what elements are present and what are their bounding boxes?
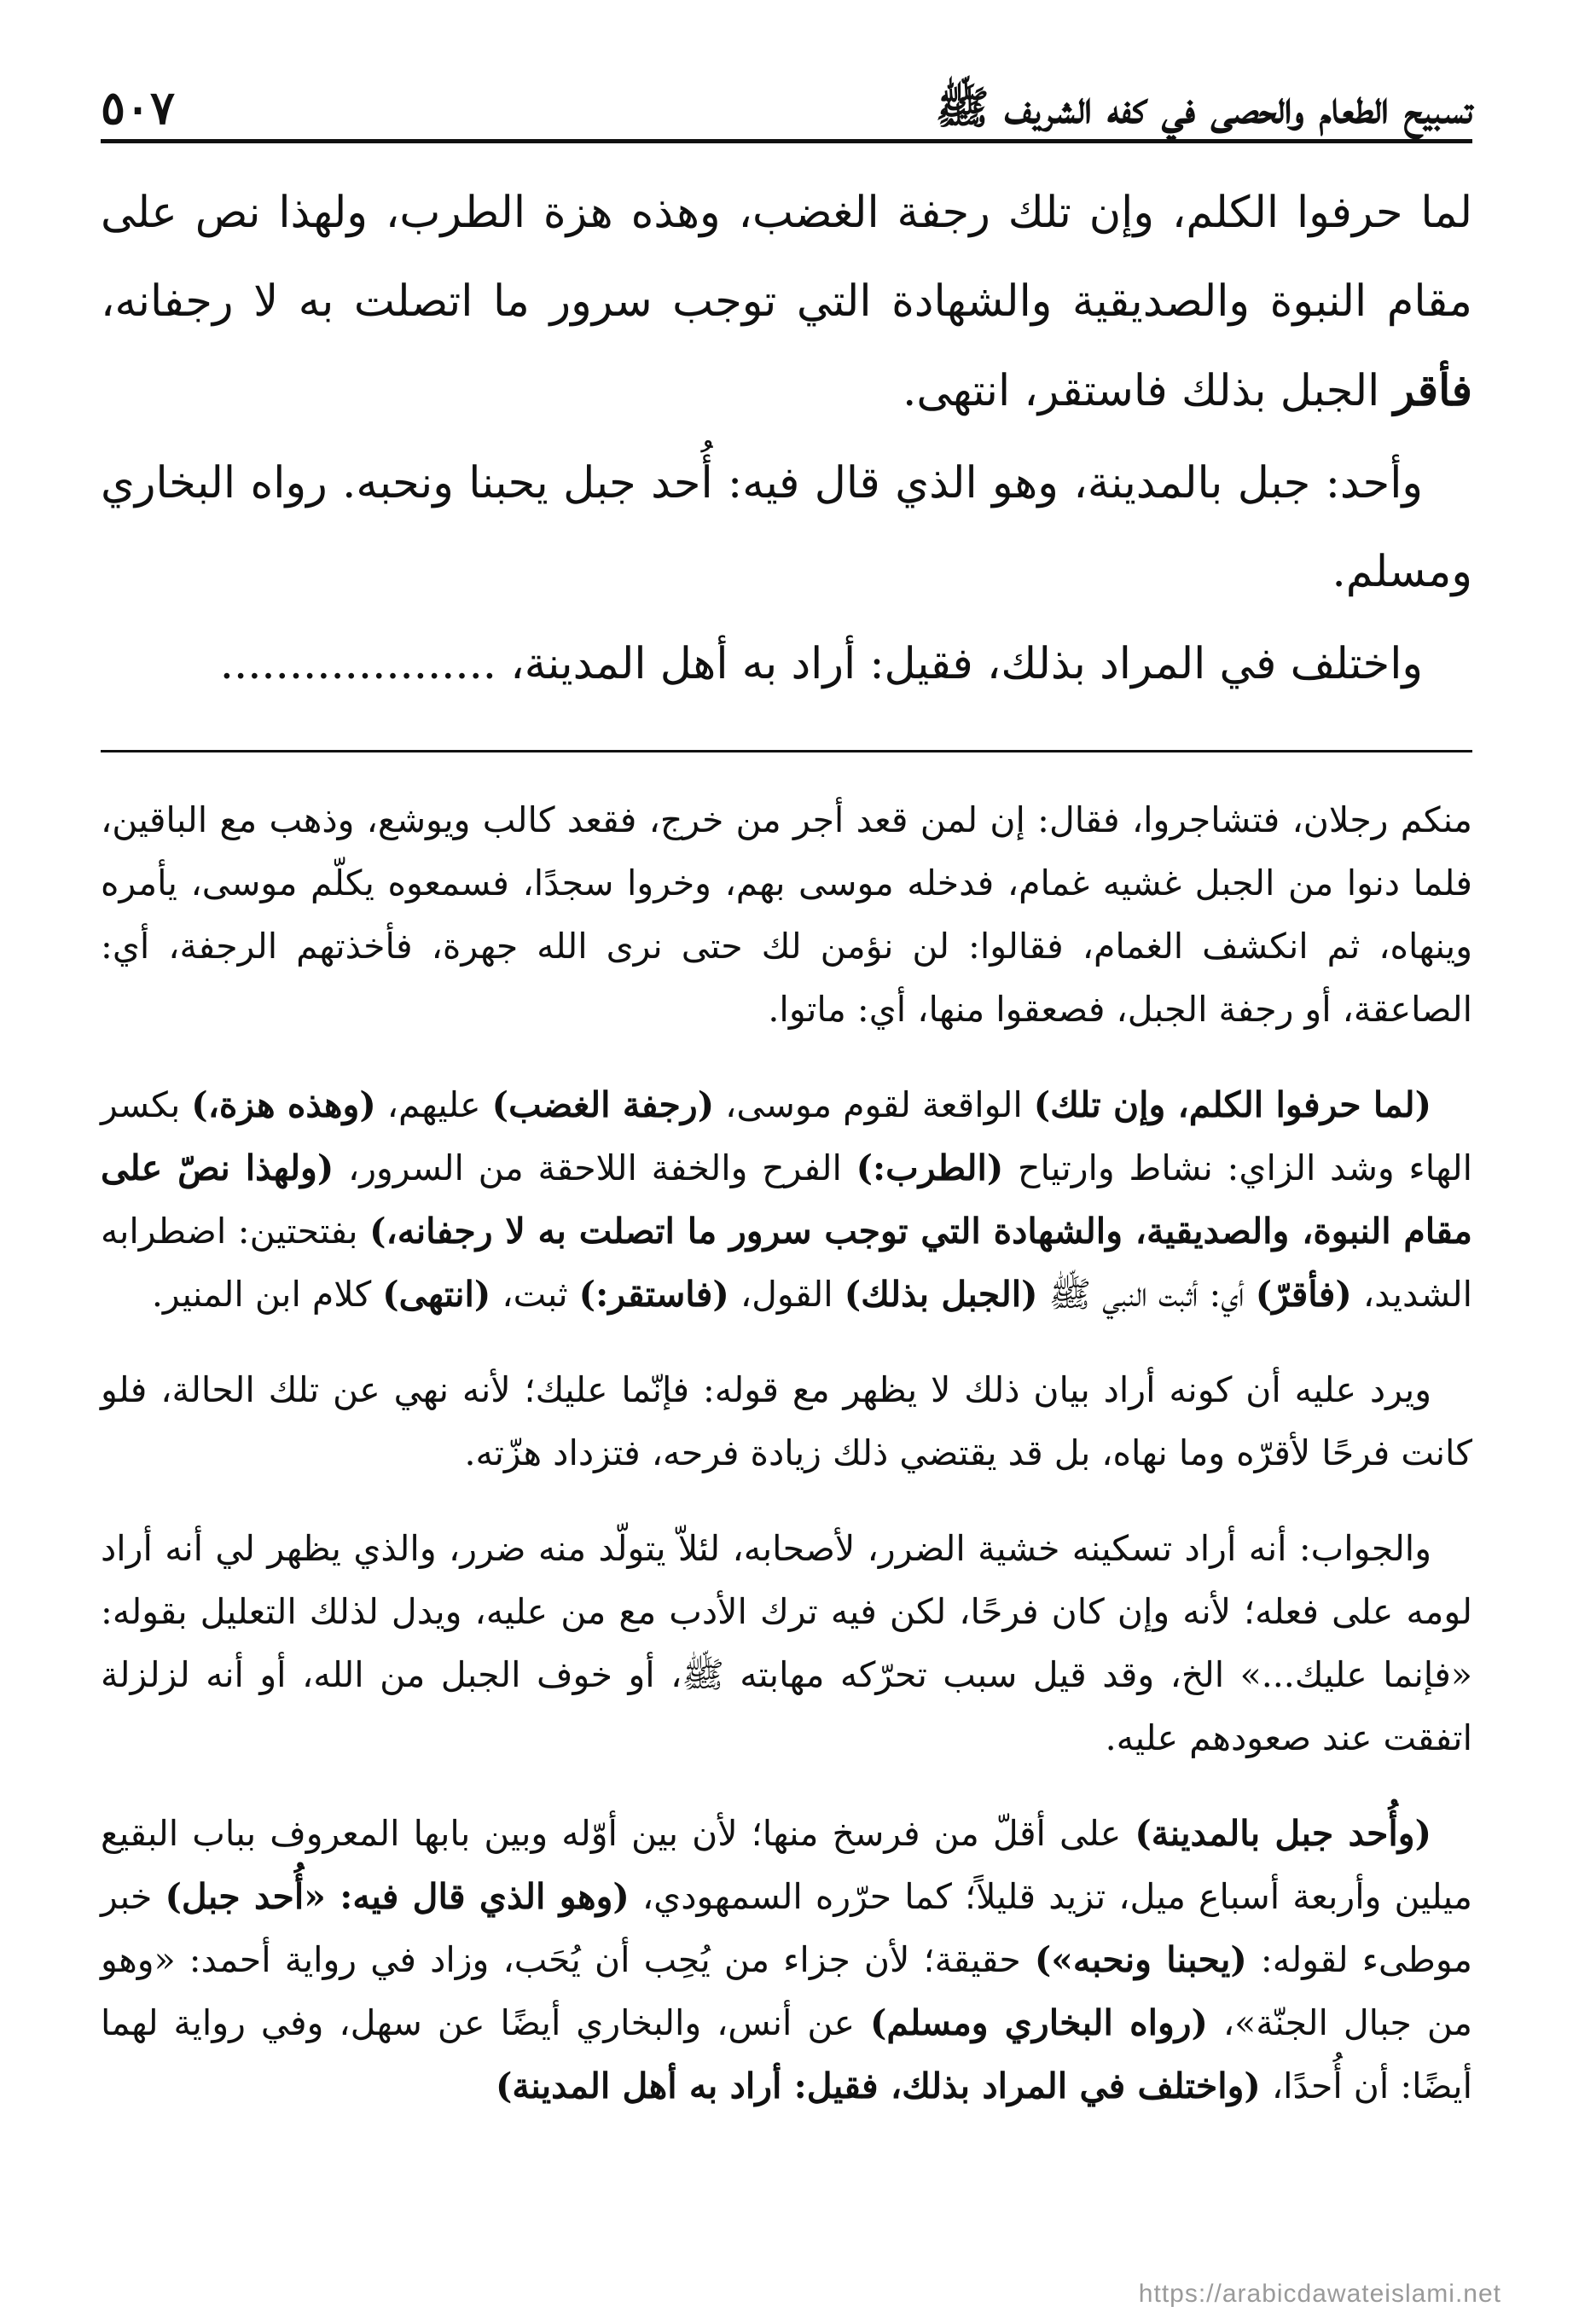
- text-run: الفرح والخفة اللاحقة من السرور،: [334, 1147, 856, 1188]
- text-run: القول،: [728, 1274, 845, 1315]
- page-header: [101, 60, 1472, 143]
- text-run: عليهم،: [375, 1084, 492, 1125]
- text-run-bold: (انتهى): [382, 1274, 491, 1315]
- text-run-bold: (وأُحد جبل بالمدينة): [1135, 1813, 1431, 1854]
- text-run-bold: (وهو الذي قال فيه: «أُحد جبل): [165, 1876, 630, 1917]
- main-paragraph: [101, 620, 1472, 709]
- text-run-bold: (رواه البخاري ومسلم): [870, 2002, 1208, 2043]
- text-run: بفتحتين: اضطرابه الشديد،: [101, 1211, 1472, 1315]
- text-run: بكسر الهاء وشد الزاي: نشاط وارتياح: [101, 1084, 1472, 1188]
- watermark-url: https://arabicdawateislami.net: [1138, 2280, 1501, 2308]
- text-run-bold: فأقر: [1393, 365, 1472, 416]
- footnote-separator: [101, 750, 1472, 752]
- text-run: واختلف في المراد بذلك، فقيل: أراد به أهل المدينة،: [510, 639, 1423, 689]
- text-run-bold: (الطرب:): [856, 1147, 1004, 1188]
- text-run: حقيقة؛ لأن جزاء من يُحِب أن يُحَب، وزاد في رواية أحمد: «وهو من جبال الجنّة»،: [101, 1939, 1472, 2043]
- continuation-dots: ....................: [219, 639, 497, 689]
- text-run-bold: (فاستقر:): [578, 1274, 729, 1315]
- text-run-bold: (واختلف في المراد بذلك، فقيل: أراد به أهل المدينة): [496, 2065, 1261, 2106]
- commentary-paragraph: والجواب: أنه أراد تسكينه خشية الضرر، لأصحابه، لئلاّ يتولّد منه ضرر، والذي يظهر لي أنه أراد لومه على فعله؛ لأنه وإن كان فرحًا، لكن فيه ترك الأدب مع من عليه، ويدل لذلك التعليل بقوله: «فإنما عليك...» الخ، وقد قيل سبب تحرّكه مهابته ﷺ، أو خوف الجبل من الله، أو أنه لزلزلة اتفقت عند صعودهم عليه.: [101, 1528, 1472, 1758]
- commentary-paragraph: [101, 1802, 1472, 2118]
- text-run: ثبت،: [490, 1274, 579, 1315]
- text-run-bold: (ولهذا نصّ على مقام النبوة، والصديقية، والشهادة التي توجب سرور ما اتصلت به لا رجفانه،): [101, 1147, 1472, 1252]
- text-run-bold: (لما حرفوا الكلم، وإن تلك): [1033, 1084, 1431, 1125]
- main-paragraph: [101, 169, 1472, 436]
- text-run-bold: (وهذه هزة،): [191, 1084, 376, 1125]
- running-title: تسبيح الطعام والحصى في كفه الشريف ﷺ: [935, 82, 1472, 134]
- text-run: الواقعة لقوم موسى،: [714, 1084, 1034, 1125]
- text-run: على أقلّ من فرسخ منها؛ لأن بين أوّله وبين بابها المعروف بباب البقيع ميلين وأربعة أسباع ميل، تزيد قليلاً؛ كما حرّره السمهودي،: [101, 1813, 1473, 1917]
- text-run: كلام ابن المنير.: [151, 1274, 383, 1315]
- commentary-paragraph: [101, 1073, 1472, 1326]
- text-run-bold: (رجفة الغضب): [491, 1084, 715, 1125]
- commentary: [101, 788, 1472, 2118]
- text-run-bold: (يحبنا ونحبه»): [1034, 1939, 1247, 1980]
- commentary-paragraph: ويرد عليه أن كونه أراد بيان ذلك لا يظهر مع قوله: فإنّما عليك؛ لأنه نهي عن تلك الحالة، فلو كانت فرحًا لأقرّه وما نهاه، بل قد يقتضي ذلك زيادة فرحه، فتزداد هزّته.: [101, 1369, 1472, 1473]
- text-run: عن أنس، والبخاري أيضًا عن سهل، وفي رواية لهما أيضًا: أن أُحدًا،: [101, 2002, 1472, 2106]
- commentary-paragraph: منكم رجلان، فتشاجروا، فقال: إن لمن قعد أجر من خرج، فقعد كالب ويوشع، وذهب مع الباقين، فلما دنوا من الجبل غشيه غمام، فدخله موسى بهم، وخروا سجدًا، فسمعوه يكلّم موسى، يأمره وينهاه، ثم انكشف الغمام، فقالوا: لن نؤمن لك حتى نرى الله جهرة، فأخذتهم الرجفة، أي: الصاعقة، أو رجفة الجبل، فصعقوا منها، أي: ماتوا.: [101, 799, 1472, 1030]
- book-page: [101, 60, 1472, 2261]
- text-run-bold: (فأقرّ): [1255, 1274, 1352, 1315]
- main-paragraph: وأحد: جبل بالمدينة، وهو الذي قال فيه: أُحد جبل يحبنا ونحبه. رواه البخاري ومسلم.: [101, 458, 1472, 597]
- page-number: ٥٠٧: [101, 80, 176, 135]
- text-run: خبر موطىء لقوله:: [101, 1876, 1472, 1980]
- main-text: [101, 169, 1472, 709]
- text-run: لما حرفوا الكلم، وإن تلك رجفة الغضب، وهذه هزة الطرب، ولهذا نص على مقام النبوة والصديقية والشهادة التي توجب سرور ما اتصلت به لا رجفانه،: [101, 188, 1472, 327]
- text-run: أي: أثبت النبي ﷺ: [1037, 1274, 1256, 1315]
- text-run-bold: (الجبل بذلك): [844, 1274, 1038, 1315]
- text-run: الجبل بذلك فاستقر، انتهى.: [903, 366, 1394, 416]
